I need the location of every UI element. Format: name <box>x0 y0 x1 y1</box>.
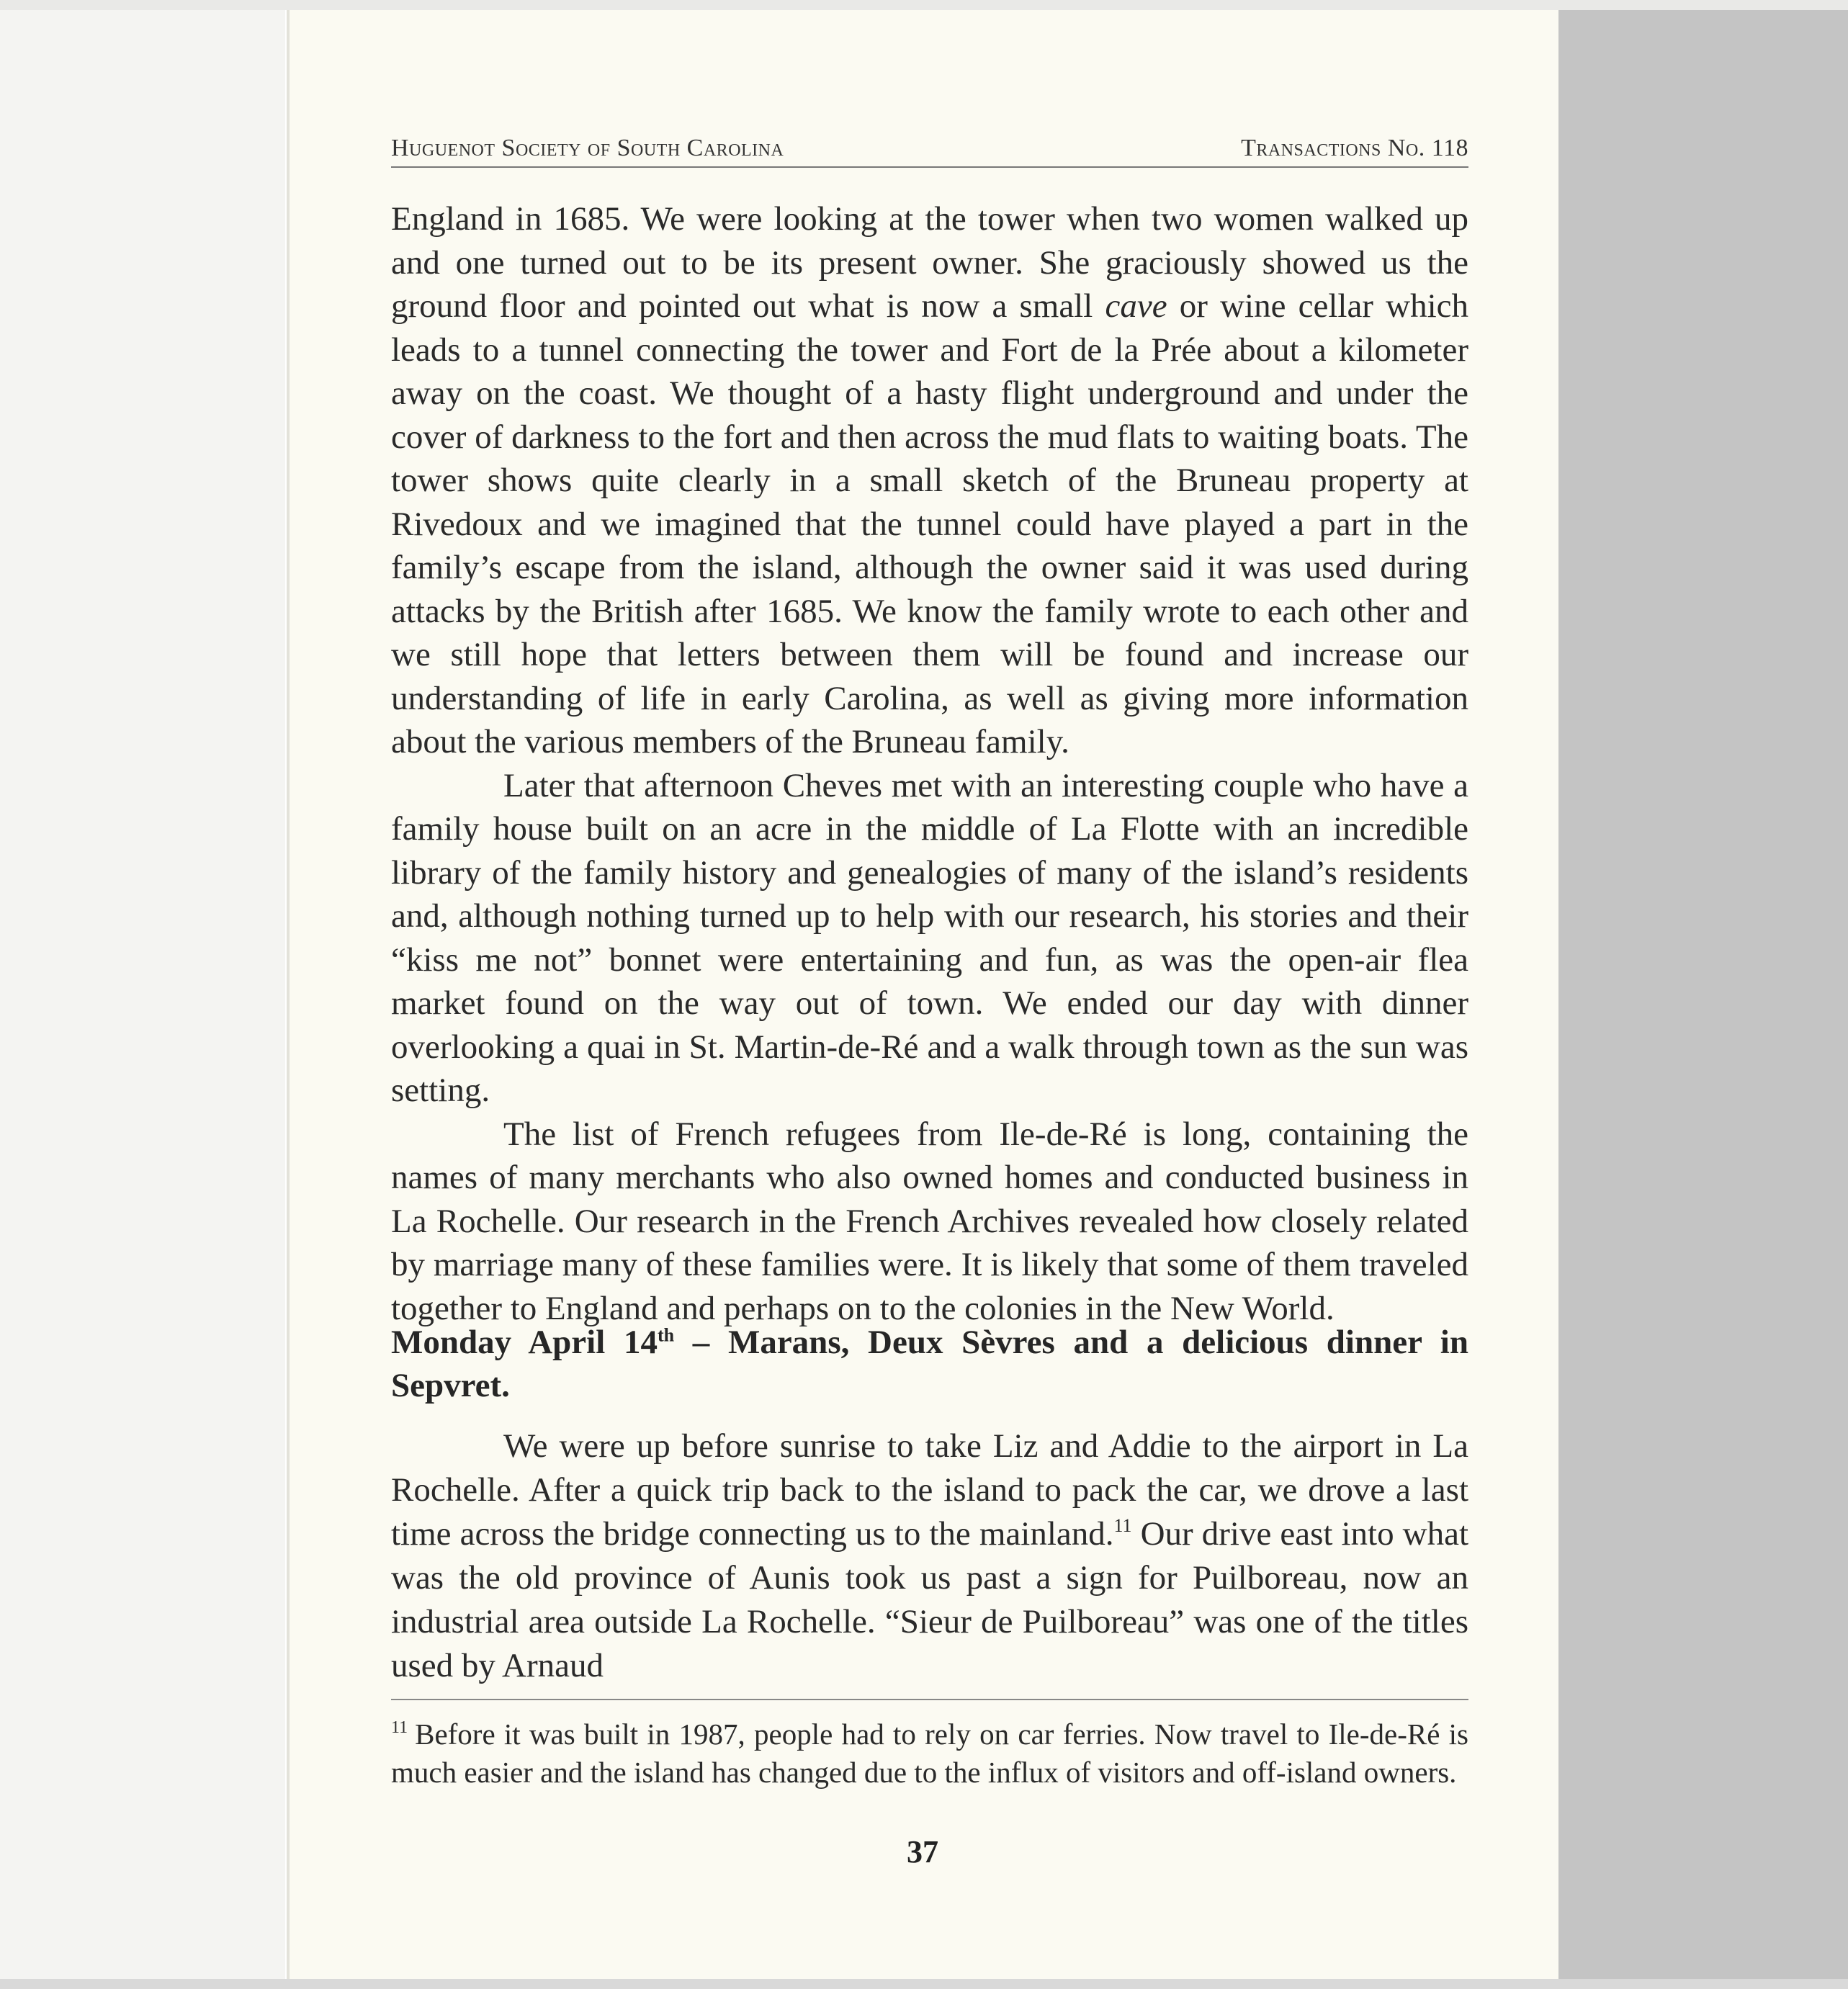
section-body-text <box>391 1424 1468 1688</box>
paragraph-4: We were up before sunrise to take Liz and Addie to the airport in La Rochelle. After a quick trip back to the island to pack the car, we drove a last time across the bridge connecting us to the mainland.$^{11}$ Our drive east into what was the old province of Aunis took us past a sign for Puilboreau, now an industrial area outside La Rochelle. “Sieur de Puilboreau” was one of the titles used by Arnaud <box>391 1427 1469 1684</box>
scan-bottom-edge <box>0 1979 1848 1989</box>
footnote <box>391 1715 1468 1792</box>
scan-right-shadow <box>1558 10 1848 1980</box>
book-page <box>287 10 1558 1979</box>
paragraph-3: The list of French refugees from Ile-de-Ré is long, containing the names of many merchants who also owned homes and conducted business in La Rochelle. Our research in the French Archives revealed how closely related by marriage many of these families were. It is likely that some of them traveled together to England and perhaps on to the colonies in the New World. <box>391 1115 1468 1327</box>
page-number: 37 <box>907 1834 938 1869</box>
running-header-right: Transactions No. 118 <box>1241 135 1468 161</box>
section-heading: Monday April 14th – Marans, Deux Sèvres and a delicious dinner in Sepvret. <box>391 1324 1468 1404</box>
scan-top-edge <box>0 0 1848 10</box>
scan-left-margin <box>0 10 285 1980</box>
paragraph-1: England in 1685. We were looking at the tower when two women walked up and one turned out to be its present owner. She graciously showed us the ground floor and pointed out what is now a small cave or wine cellar which leads to a tunnel connecting the tower and Fort de la Prée about a kilometer away on the coast. We thought of a hasty flight underground and under the cover of darkness to the fort and then across the mud flats to waiting boats. The tower shows quite clearly in a small sketch of the Bruneau property at Rivedoux and we imagined that the tunnel could have played a part in the family’s escape from the island, although the owner said it was used during attacks by the British after 1685. We know the family wrote to each other and we still hope that letters between them will be found and increase our understanding of life in early Carolina, as well as giving more information about the various members of the Bruneau family. <box>391 200 1468 760</box>
footnote-marker: 11 <box>391 1718 408 1737</box>
running-header-left: Huguenot Society of South Carolina <box>391 135 784 161</box>
italic-word: cave <box>1105 287 1167 325</box>
footnote-text: Before it was built in 1987, people had to rely on car ferries. Now travel to Ile-de-Ré is much easier and the island has changed due to the influx of visitors and off-island owners. <box>391 1718 1468 1789</box>
body-text <box>391 197 1468 1330</box>
footnote-divider <box>391 1699 1468 1700</box>
paragraph-2: Later that afternoon Cheves met with an interesting couple who have a family house built on an acre in the middle of La Flotte with an incredible library of the family history and genealogies of many of the island’s residents and, although nothing turned up to help with our research, his stories and their “kiss me not” bonnet were entertaining and fun, as was the open-air flea market found on the way out of town. We ended our day with dinner overlooking a quai in St. Martin-de-Ré and a walk through town as the sun was setting. <box>391 766 1468 1109</box>
running-header <box>391 123 1468 168</box>
footnote-reference: 11 <box>1113 1515 1132 1536</box>
ordinal-suffix: th <box>657 1324 675 1346</box>
